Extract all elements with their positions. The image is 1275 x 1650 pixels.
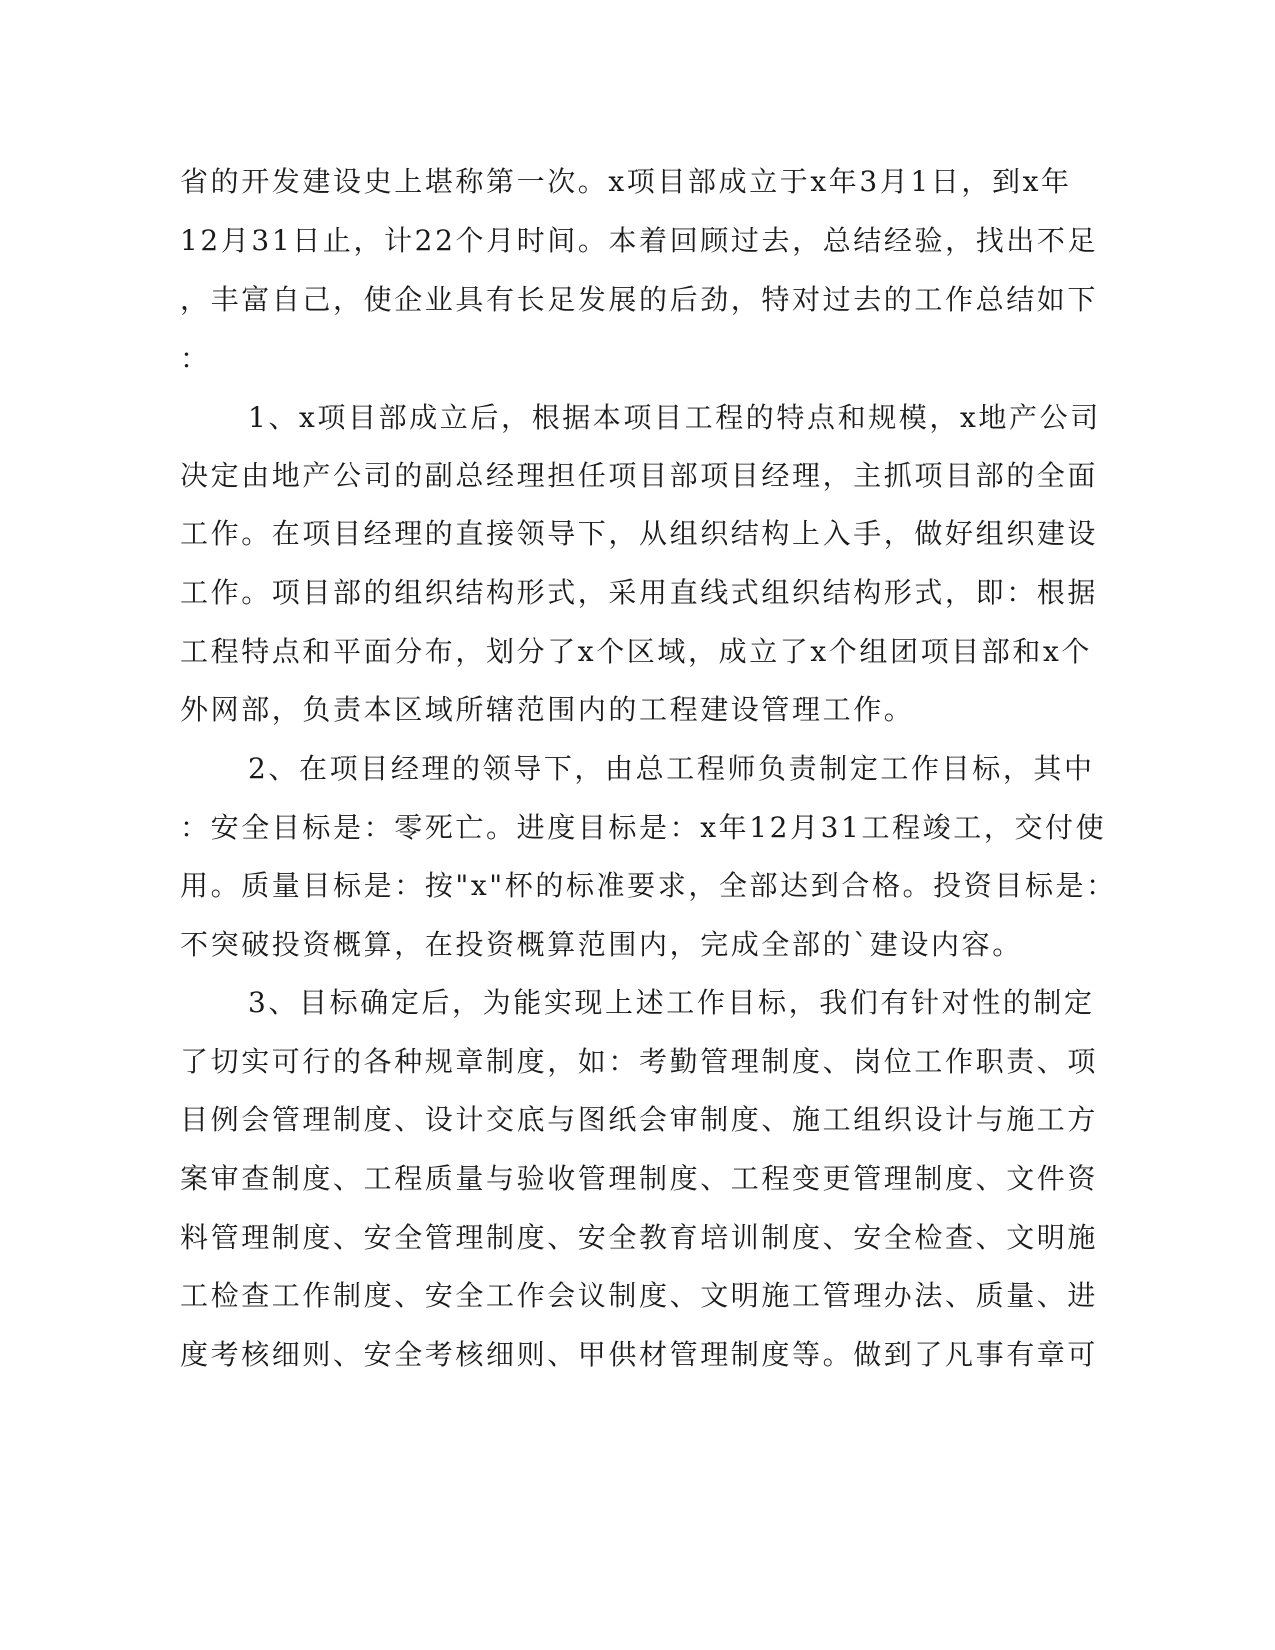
text-line: 工作。项目部的组织结构形式，采用直线式组织结构形式，即：根据 [180, 576, 1099, 609]
text-line: 料管理制度、安全管理制度、安全教育培训制度、安全检查、文明施 [180, 1221, 1099, 1254]
text-line: 不突破投资概算，在投资概算范围内，完成全部的`建设内容。 [180, 928, 1023, 961]
text-line: 外网部，负责本区域所辖范围内的工程建设管理工作。 [180, 693, 915, 726]
text-line: 工程特点和平面分布，划分了x个区域，成立了x个组团项目部和x个 [180, 635, 1092, 668]
text-line: 案审查制度、工程质量与验收管理制度、工程变更管理制度、文件资 [180, 1162, 1099, 1195]
text-line: ： [180, 342, 211, 375]
text-line: ：安全目标是：零死亡。进度目标是：x年12月31工程竣工，交付使 [180, 811, 1107, 844]
text-line: 工检查工作制度、安全工作会议制度、文明施工管理办法、质量、进 [180, 1279, 1099, 1312]
text-line: 度考核细则、安全考核细则、甲供材管理制度等。做到了凡事有章可 [180, 1338, 1099, 1371]
text-line: 了切实可行的各种规章制度，如：考勤管理制度、岗位工作职责、项 [180, 1045, 1099, 1078]
text-line: 目例会管理制度、设计交底与图纸会审制度、施工组织设计与施工方 [180, 1103, 1099, 1136]
paragraph-2-first-line: 2、在项目经理的领导下，由总工程师负责制定工作目标，其中 [248, 752, 1095, 785]
text-line: 工作。在项目经理的直接领导下，从组织结构上入手，做好组织建设 [180, 517, 1099, 550]
text-line: 省的开发建设史上堪称第一次。x项目部成立于x年3月1日，到x年 [180, 165, 1072, 198]
text-line: ，丰富自己，使企业具有长足发展的后劲，特对过去的工作总结如下 [180, 283, 1099, 316]
paragraph-3-first-line: 3、目标确定后，为能实现上述工作目标，我们有针对性的制定 [248, 986, 1095, 1019]
text-line: 用。质量目标是：按"x"杯的标准要求，全部达到合格。投资目标是： [180, 869, 1117, 902]
paragraph-1-first-line: 1、x项目部成立后，根据本项目工程的特点和规模，x地产公司 [248, 401, 1101, 434]
text-line: 决定由地产公司的副总经理担任项目部项目经理，主抓项目部的全面 [180, 459, 1099, 492]
text-line: 12月31日止，计22个月时间。本着回顾过去，总结经验，找出不足 [180, 224, 1099, 257]
